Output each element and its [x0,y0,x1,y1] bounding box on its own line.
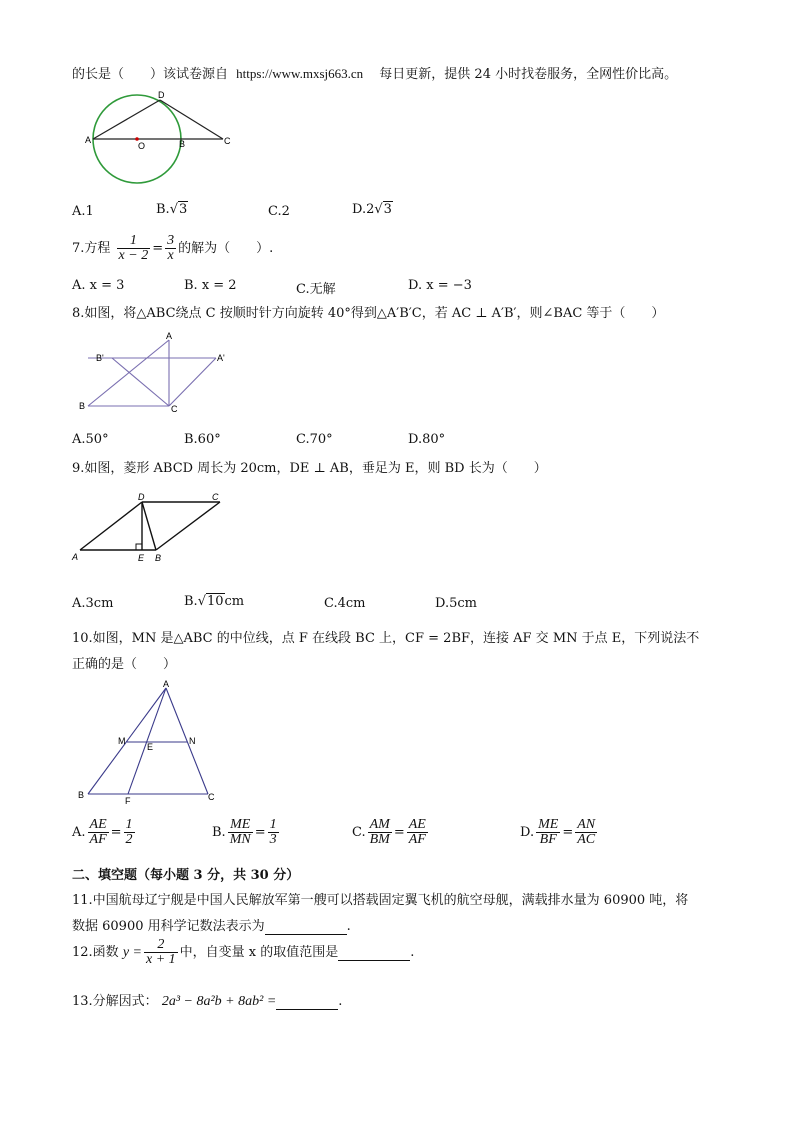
label-d: D [158,90,165,100]
q10-option-d[interactable]: D. $\frac{ME}{BF}$ = $\frac{AN}{AC}$ [520,817,596,847]
q8-rotation-figure [70,330,230,416]
q10-option-b[interactable]: B. $\frac{ME}{MN}$ = $\frac{1}{3}$ [212,817,277,847]
label-b: B [78,790,85,800]
q6-text: 的长是（ ）该试卷源自 [72,67,229,82]
line-bp-c [112,358,169,406]
q11-text: 数据 60900 用科学记数法表示为 [72,919,265,934]
equals-sign: = [152,241,164,256]
q7-question [72,234,273,263]
q10-option-c[interactable]: C. $\frac{AM}{BM}$ = $\frac{AE}{AF}$ [352,817,426,847]
q12-suffix: 中，自变量 x 的取值范围是 [179,945,339,960]
fraction [117,234,151,263]
numerator: 1 [125,817,133,832]
q6-intro-line [72,63,677,82]
q7-suffix: 的解为（ ）. [178,241,274,256]
numerator: AE [408,817,426,832]
line-dc [160,100,223,139]
numerator: 1 [117,234,151,249]
label-a: A [85,135,92,145]
q6-option-d-label: D.2 [352,202,375,217]
label-e: E [147,742,154,752]
option-label: D. [520,825,535,840]
side-cb [156,502,220,550]
numerator: ME [228,818,253,833]
period: . [338,994,343,1009]
q7-option-c[interactable]: C.无解 [296,282,336,297]
line-ap-c [169,358,216,406]
label-b: B [155,553,162,563]
answer-blank[interactable] [265,919,347,935]
numerator: 2 [144,938,178,953]
q13-expression: 2a³ − 8a²b + 8ab² = [161,994,277,1009]
q13-prefix: 13.分解因式： [72,994,158,1009]
q9-question: 9.如图，菱形 ABCD 周长为 20cm，DE ⊥ AB，垂足为 E，则 BD 长为（ ） [72,461,547,476]
numerator: AM [369,817,390,832]
denominator: AF [408,832,426,847]
right-angle-mark [136,544,142,550]
q6-option-c[interactable]: C.2 [268,204,290,219]
q6-option-a[interactable]: A.1 [72,204,94,219]
label-c: C [208,792,215,802]
denominator: x [167,248,174,263]
function-y: y = [122,945,142,960]
numerator: 3 [167,233,175,248]
fraction [268,818,279,847]
q9-option-b-label: B. [184,594,198,609]
denominator: x − 2 [118,248,149,263]
numerator: ME [538,817,559,832]
label-b: B [79,401,86,411]
q6-option-d-radicand: 3 [383,202,392,217]
q10-triangle-figure [70,678,230,808]
denominator: AC [577,832,596,847]
q8-option-b[interactable]: B.60° [184,432,221,447]
q9-rhombus-figure [70,488,240,568]
q13-question [72,990,342,1010]
q7-prefix: 7.方程 [72,241,111,256]
fraction [144,938,178,967]
denominator: BF [539,832,557,847]
label-o: O [138,141,146,151]
label-a: A [166,331,173,341]
segment-af [128,688,166,794]
q9-option-d[interactable]: D.5cm [435,596,477,611]
q7-option-b[interactable]: B. x = 2 [184,278,237,293]
section-heading: 二、填空题（每小题 3 分，共 30 分） [72,868,300,883]
q6-option-d[interactable] [352,202,393,217]
numerator: AN [577,817,596,832]
label-b: B [179,139,186,149]
q9-option-b-unit: cm [224,594,245,609]
label-d: D [138,492,145,502]
line-ad [93,100,160,139]
answer-blank[interactable] [276,994,338,1010]
fraction [536,818,560,847]
label-e: E [138,553,145,563]
denominator: x + 1 [146,952,176,967]
q6-ad-text: 每日更新，提供 24 小时找卷服务，全网性价比高。 [379,67,678,82]
label-a: A [72,552,79,562]
q10-question-line1: 10.如图，MN 是△ABC 的中位线，点 F 在线段 BC 上，CF = 2BF，连接 AF 交 MN 于点 E，下列说法不 [72,631,700,646]
answer-blank[interactable] [338,945,410,961]
q6-option-b-radicand: 3 [178,202,188,217]
option-label: A. [72,825,86,840]
fraction [228,818,253,847]
q7-option-d[interactable]: D. x = −3 [408,278,472,293]
denominator: AF [89,832,107,847]
q9-option-b[interactable] [184,594,244,609]
sqrt-symbol: √10 [197,594,224,609]
fraction [407,818,428,847]
q9-option-a[interactable]: A.3cm [72,596,114,611]
q10-option-a[interactable]: A. $\frac{AE}{AF}$ = $\frac{1}{2}$ [72,817,133,847]
side-ac [166,688,208,794]
label-c: C [224,136,231,146]
sqrt-symbol: √3 [374,202,392,217]
side-ab [88,688,166,794]
option-label: B. [212,825,226,840]
q12-question [72,938,414,967]
option-label: C. [352,825,366,840]
label-a-prime: A' [217,353,225,363]
period: . [410,945,415,960]
label-c: C [171,404,178,414]
label-n: N [189,736,196,746]
denominator: 3 [269,832,277,847]
q6-circle-figure [80,88,240,198]
label-a: A [163,679,170,689]
fraction [88,818,109,847]
q6-option-b[interactable] [156,202,188,217]
q12-prefix: 12.函数 [72,945,119,960]
fraction [575,818,597,847]
q8-option-d[interactable]: D.80° [408,432,446,447]
label-f: F [125,796,131,806]
q9-option-b-radicand: 10 [206,594,224,609]
q6-option-b-label: B. [156,202,170,217]
side-ad [80,502,142,550]
numerator: 1 [269,817,277,832]
denominator: BM [369,832,390,847]
numerator: AE [89,817,107,832]
label-c: C [212,492,219,502]
segment-db [142,502,156,550]
q7-option-a[interactable]: A. x = 3 [72,278,125,293]
period: . [346,919,351,934]
source-url[interactable]: https://www.mxsj663.cn [236,66,364,81]
q8-option-c[interactable]: C.70° [296,432,333,447]
sqrt-symbol: √3 [169,202,188,217]
denominator: 2 [125,832,133,847]
q10-question-line2: 正确的是（ ） [72,657,177,672]
q9-option-c[interactable]: C.4cm [324,596,366,611]
fraction [165,234,176,263]
q11-question-line2 [72,915,351,935]
label-m: M [118,736,126,746]
q8-question: 8.如图，将△ABC绕点 C 按顺时针方向旋转 40°得到△A′B′C，若 AC ⊥ A′B′，则∠BAC 等于（ ） [72,306,665,321]
q8-option-a[interactable]: A.50° [72,432,109,447]
denominator: MN [229,832,251,847]
fraction [124,818,135,847]
label-b-prime: B' [96,353,104,363]
q11-question-line1: 11.中国航母辽宁舰是中国人民解放军第一艘可以搭载固定翼飞机的航空母舰，满载排水量为 60900 吨，将 [72,893,689,908]
fraction [368,818,392,847]
